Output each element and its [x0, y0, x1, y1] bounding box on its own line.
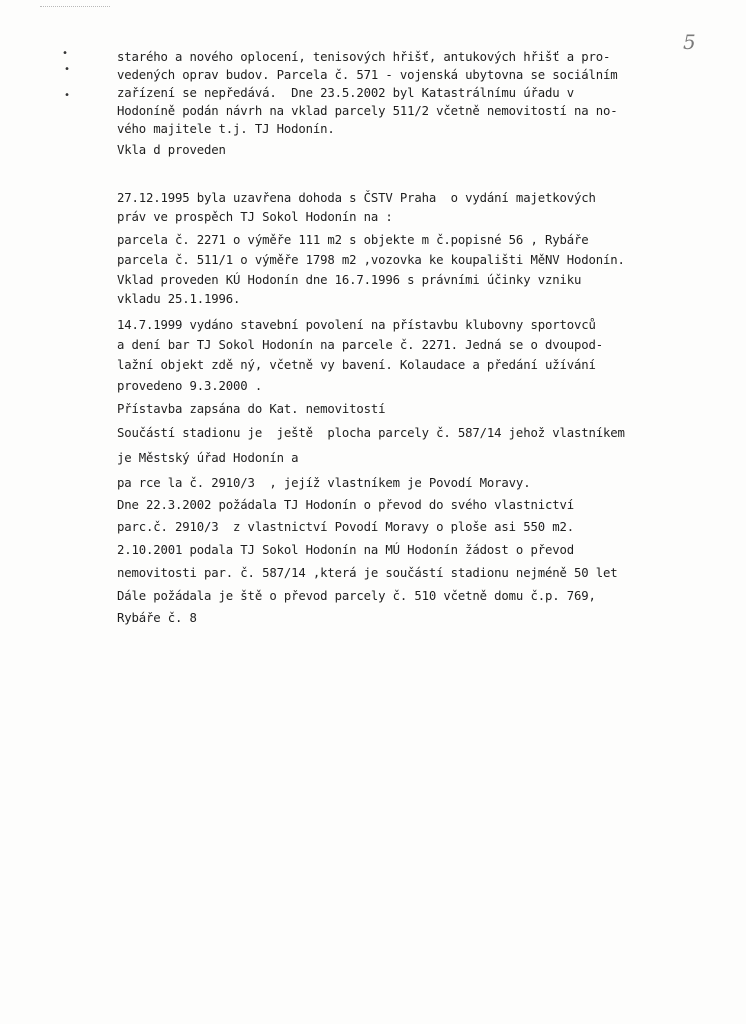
text-line: parcela č. 511/1 o výměře 1798 m2 ,vozovka ke koupališti MěNV Hodonín. — [117, 253, 625, 267]
margin-mark: • — [64, 64, 71, 75]
text-line: Přístavba zapsána do Kat. nemovitostí — [117, 402, 386, 416]
text-line: zařízení se nepředává. Dne 23.5.2002 byl Katastrálnímu úřadu v — [117, 86, 574, 100]
text-line: parc.č. 2910/3 z vlastnictví Povodí Moravy o ploše asi 550 m2. — [117, 520, 574, 534]
text-line: lažní objekt zdě ný, včetně vy bavení. Kolaudace a předání užívání — [117, 358, 596, 372]
text-line: starého a nového oplocení, tenisových hřišť, antukových hřišť a pro- — [117, 50, 611, 64]
text-line: Rybáře č. 8 — [117, 611, 197, 625]
text-line: vkladu 25.1.1996. — [117, 292, 241, 306]
text-line: Hodoníně podán návrh na vklad parcely 511/2 včetně nemovitostí na no- — [117, 104, 618, 118]
text-line: provedeno 9.3.2000 . — [117, 379, 263, 393]
text-line: Součástí stadionu je ještě plocha parcely č. 587/14 jehož vlastníkem — [117, 426, 625, 440]
text-line: 2.10.2001 podala TJ Sokol Hodonín na MÚ Hodonín žádost o převod — [117, 543, 574, 557]
text-line: 27.12.1995 byla uzavřena dohoda s ČSTV Praha o vydání majetkových — [117, 191, 596, 205]
text-line: Vkla d proveden — [117, 143, 226, 157]
text-line: Dále požádala je ště o převod parcely č. 510 včetně domu č.p. 769, — [117, 589, 596, 603]
page-number: 5 — [683, 30, 696, 54]
text-line: je Městský úřad Hodonín a — [117, 451, 299, 465]
text-line: Dne 22.3.2002 požádala TJ Hodonín o převod do svého vlastnictví — [117, 498, 574, 512]
margin-mark: • — [62, 48, 69, 59]
page-top-edge — [40, 0, 110, 7]
text-line: vého majitele t.j. TJ Hodonín. — [117, 122, 335, 136]
text-line: vedených oprav budov. Parcela č. 571 - vojenská ubytovna se sociálním — [117, 68, 618, 82]
text-line: Vklad proveden KÚ Hodonín dne 16.7.1996 s právními účinky vzniku — [117, 273, 582, 287]
text-line: práv ve prospěch TJ Sokol Hodonín na : — [117, 210, 393, 224]
text-line: nemovitosti par. č. 587/14 ,která je součástí stadionu nejméně 50 let — [117, 566, 618, 580]
text-line: a dení bar TJ Sokol Hodonín na parcele č. 2271. Jedná se o dvoupod- — [117, 338, 603, 352]
text-line: 14.7.1999 vydáno stavební povolení na přístavbu klubovny sportovců — [117, 318, 596, 332]
margin-mark: • — [64, 90, 71, 101]
text-line: pa rce la č. 2910/3 , jejíž vlastníkem je Povodí Moravy. — [117, 476, 531, 490]
text-line: parcela č. 2271 o výměře 111 m2 s objekte m č.popisné 56 , Rybáře — [117, 233, 589, 247]
